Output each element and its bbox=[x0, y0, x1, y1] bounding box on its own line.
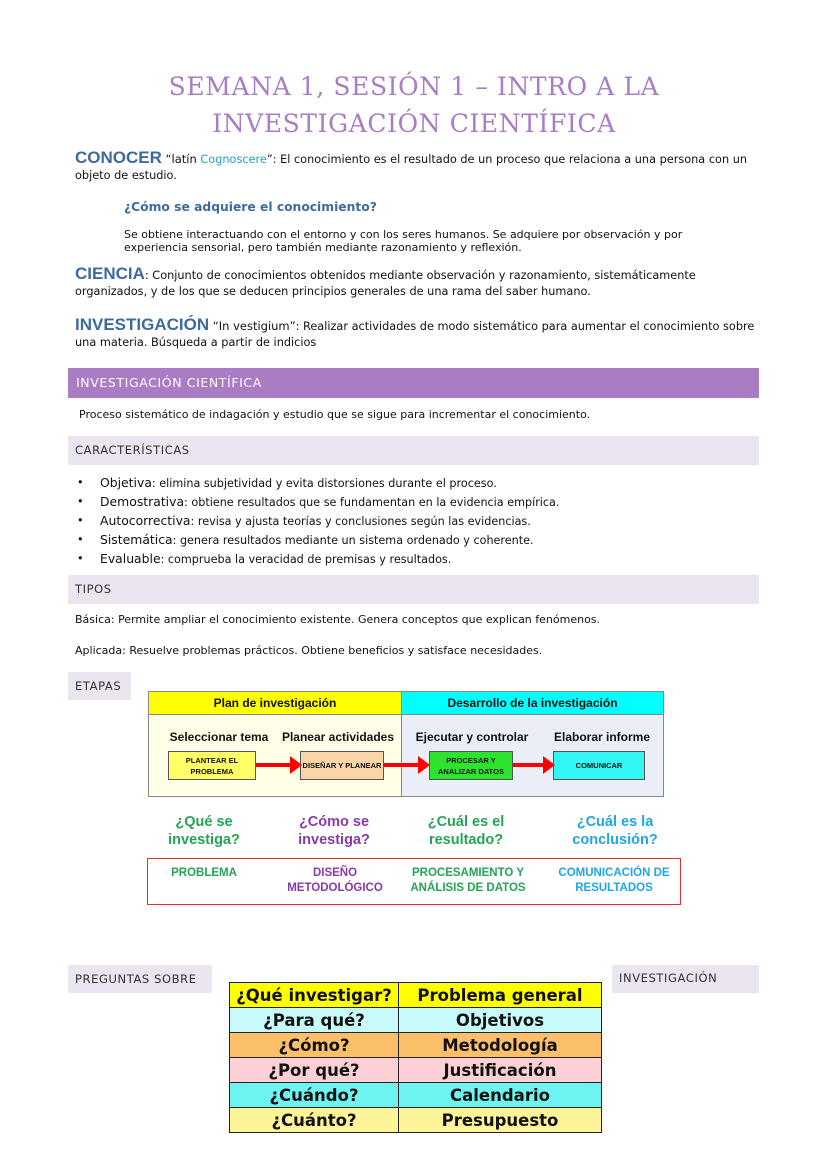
answer-cell: Presupuesto bbox=[399, 1108, 602, 1133]
conocer-text: ”: El conocimiento es el resultado de un proceso que relaciona a una persona con un objeto de estudio. bbox=[75, 153, 748, 182]
question-cell: ¿Cuánto? bbox=[230, 1108, 399, 1133]
table-row bbox=[230, 1008, 602, 1033]
arrow-1-shaft bbox=[256, 763, 290, 767]
question-cell: ¿Cuándo? bbox=[230, 1083, 399, 1108]
section-investigacion-cientifica: INVESTIGACIÓN CIENTÍFICA bbox=[68, 368, 759, 398]
table-row bbox=[230, 1033, 602, 1058]
conocer-pre: “latín bbox=[161, 152, 201, 166]
box-procesar: PROCESAR Y ANALIZAR DATOS bbox=[429, 751, 513, 780]
caracteristicas-list bbox=[75, 474, 765, 569]
section-caracteristicas: CARACTERÍSTICAS bbox=[68, 436, 759, 465]
ciencia-text: : Conjunto de conocimientos obtenidos mediante observación y razonamiento, sistemáticamente organizados, y de los que se deducen principios generales de una rama del saber humano. bbox=[75, 269, 696, 298]
answer-cell: Problema general bbox=[399, 983, 602, 1008]
answer-diseno: DISEÑO METODOLÓGICO bbox=[287, 867, 383, 894]
arrow-2-shaft bbox=[384, 763, 418, 767]
arrow-3-head bbox=[543, 756, 555, 774]
stage-elaborar: Elaborar informe bbox=[553, 730, 651, 744]
desarrollo-header: Desarrollo de la investigación bbox=[402, 692, 663, 715]
table-row bbox=[230, 1083, 602, 1108]
list-item: • Evaluable: comprueba la veracidad de premisas y resultados. bbox=[75, 550, 765, 569]
investigacion-paragraph bbox=[75, 317, 765, 351]
arrow-3-shaft bbox=[513, 763, 543, 767]
question-que: ¿Qué se investiga? bbox=[168, 814, 240, 848]
answer-cell: Calendario bbox=[399, 1083, 602, 1108]
question-cual-resultado: ¿Cuál es el resultado? bbox=[427, 814, 505, 848]
section-preguntas-right: INVESTIGACIÓN bbox=[612, 965, 759, 993]
list-item: • Sistemática: genera resultados mediante un sistema ordenado y coherente. bbox=[75, 531, 765, 550]
preguntas-table bbox=[229, 982, 602, 1133]
page-title: SEMANA 1, SESIÓN 1 – INTRO A LA INVESTIGACIÓN CIENTÍFICA bbox=[168, 72, 660, 138]
investigacion-cientifica-text: Proceso sistemático de indagación y estudio que se sigue para incrementar el conocimiento. bbox=[79, 408, 591, 421]
box-plantear: PLANTEAR EL PROBLEMA bbox=[168, 751, 256, 780]
stage-planear: Planear actividades bbox=[281, 730, 395, 744]
answer-cell: Objetivos bbox=[399, 1008, 602, 1033]
tipos-aplicada: Aplicada: Resuelve problemas prácticos. Obtiene beneficios y satisface necesidades. bbox=[75, 644, 543, 657]
answer-procesamiento: PROCESAMIENTO Y ANÁLISIS DE DATOS bbox=[410, 867, 526, 894]
tipos-basica: Básica: Permite ampliar el conocimiento existente. Genera conceptos que explican fenómenos. bbox=[75, 613, 601, 626]
answers-box bbox=[147, 858, 681, 905]
question-cual-conclusion: ¿Cuál es la conclusión? bbox=[572, 814, 658, 848]
como-adquiere-text: Se obtiene interactuando con el entorno y con los seres humanos. Se adquiere por observación y por experiencia sensorial, pero también mediante razonamiento y reflexión. bbox=[124, 228, 683, 254]
arrow-1-head bbox=[290, 756, 302, 774]
table-row bbox=[230, 1108, 602, 1133]
investigacion-keyword: INVESTIGACIÓN bbox=[75, 315, 210, 334]
etapas-arrows bbox=[149, 692, 663, 796]
ciencia-paragraph bbox=[75, 266, 765, 300]
conocer-keyword: CONOCER bbox=[75, 148, 162, 167]
investigacion-text: : Realizar actividades de modo sistemático para aumentar el conocimiento sobre una materia. Búsqueda a partir de indicios bbox=[75, 320, 755, 349]
box-disenar: DISEÑAR Y PLANEAR bbox=[300, 751, 384, 780]
answer-cell: Metodología bbox=[399, 1033, 602, 1058]
etapas-diagram bbox=[148, 691, 664, 797]
question-cell: ¿Qué investigar? bbox=[230, 983, 399, 1008]
box-comunicar: COMUNICAR bbox=[553, 751, 645, 780]
section-tipos: TIPOS bbox=[68, 575, 759, 604]
list-item: • Demostrativa: obtiene resultados que se fundamentan en la evidencia empírica. bbox=[75, 493, 765, 512]
section-etapas: ETAPAS bbox=[68, 672, 131, 700]
stage-seleccionar: Seleccionar tema bbox=[169, 730, 269, 744]
answer-problema: PROBLEMA bbox=[171, 867, 237, 879]
section-preguntas-left: PREGUNTAS SOBRE bbox=[68, 965, 212, 993]
list-item: • Objetiva: elimina subjetividad y evita distorsiones durante el proceso. bbox=[75, 474, 765, 493]
arrow-2-head bbox=[418, 756, 430, 774]
ciencia-keyword: CIENCIA bbox=[75, 264, 145, 283]
plan-header: Plan de investigación bbox=[149, 692, 401, 715]
table-row bbox=[230, 983, 602, 1008]
stage-ejecutar: Ejecutar y controlar bbox=[415, 730, 529, 744]
investigacion-pre: “In vestigium” bbox=[209, 319, 296, 333]
conocer-paragraph bbox=[75, 150, 765, 184]
question-cell: ¿Cómo? bbox=[230, 1033, 399, 1058]
answer-cell: Justificación bbox=[399, 1058, 602, 1083]
como-adquiere-heading: ¿Cómo se adquiere el conocimiento? bbox=[124, 200, 377, 214]
list-item: • Autocorrectiva: revisa y ajusta teorías y conclusiones según las evidencias. bbox=[75, 512, 765, 531]
question-cell: ¿Para qué? bbox=[230, 1008, 399, 1033]
question-como: ¿Cómo se investiga? bbox=[298, 814, 370, 848]
question-cell: ¿Por qué? bbox=[230, 1058, 399, 1083]
answer-comunicacion: COMUNICACIÓN DE RESULTADOS bbox=[558, 867, 670, 894]
conocer-latin: Cognoscere bbox=[200, 153, 267, 166]
table-row bbox=[230, 1058, 602, 1083]
